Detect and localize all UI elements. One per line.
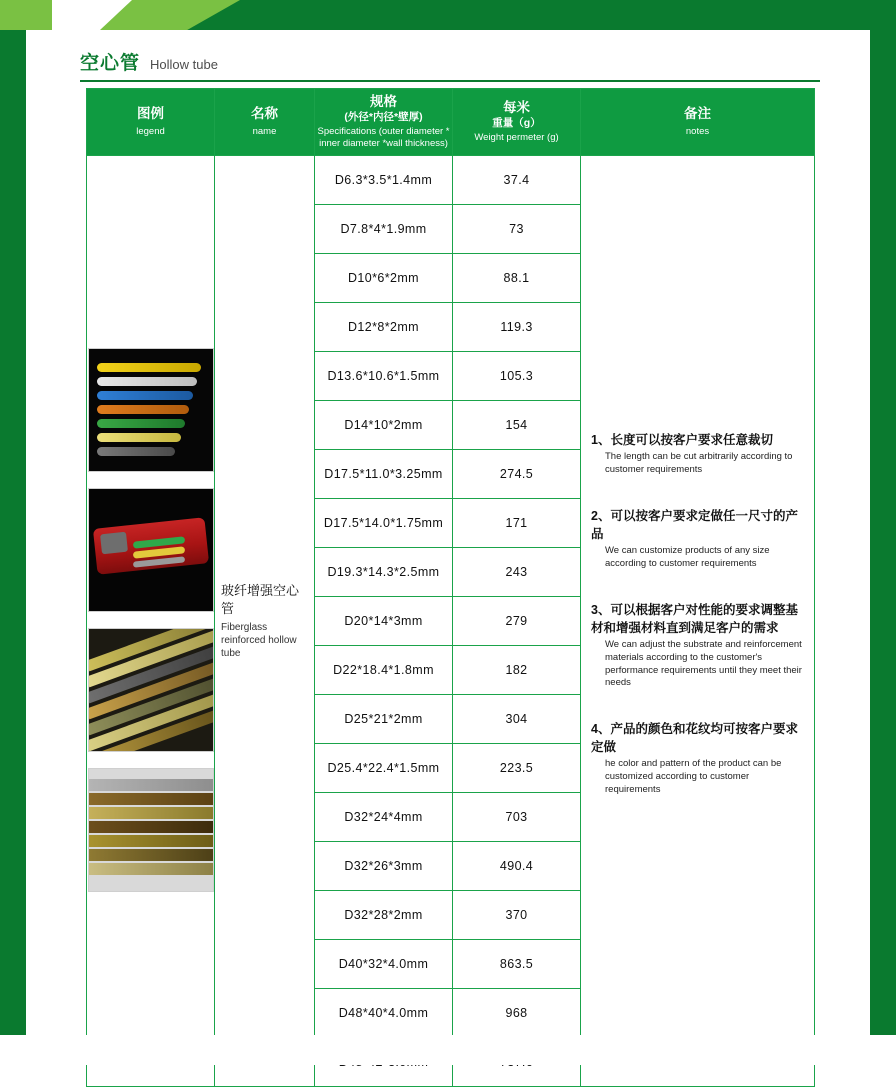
weight-value: 37.4: [453, 156, 581, 205]
note-en: We can adjust the substrate and reinforcement materials according to the customer's performance requirements until they meet their needs: [605, 638, 802, 689]
spec-value: D6.3*3.5*1.4mm: [315, 156, 453, 205]
note-cn: 3、可以根据客户对性能的要求调整基材和增强材料直到满足客户的需求: [591, 602, 798, 635]
spec-value: D32*28*2mm: [315, 891, 453, 940]
page-title-block: [80, 48, 820, 82]
col-header-spec-en: Specifications (outer diameter * inner diameter *wall thickness): [317, 126, 450, 150]
spec-value: D12*8*2mm: [315, 303, 453, 352]
spec-value: D19.3*14.3*2.5mm: [315, 548, 453, 597]
weight-value: 105.3: [453, 352, 581, 401]
col-header-weight-sub: 重量（g）: [492, 116, 541, 129]
weight-value: 182: [453, 646, 581, 695]
spec-table: [86, 88, 815, 1087]
product-name-cell: [215, 156, 315, 1087]
col-header-notes-cn: 备注: [684, 106, 711, 122]
weight-value: 243: [453, 548, 581, 597]
col-header-legend: [87, 89, 215, 156]
weight-value: 968: [453, 989, 581, 1038]
table-row: [87, 156, 815, 205]
title-divider: [80, 80, 820, 82]
note-cn: 2、可以按客户要求定做任一尺寸的产品: [591, 508, 798, 541]
spec-value: D13.6*10.6*1.5mm: [315, 352, 453, 401]
weight-value: 223.5: [453, 744, 581, 793]
weight-value: 279: [453, 597, 581, 646]
page-title: [80, 48, 820, 75]
bottom-white-strip: [0, 1035, 896, 1065]
spec-value: D25.4*22.4*1.5mm: [315, 744, 453, 793]
right-green-rail: [870, 30, 896, 1035]
col-header-name-cn: 名称: [251, 106, 278, 122]
col-header-legend-en: legend: [136, 126, 165, 137]
spec-value: D32*24*4mm: [315, 793, 453, 842]
weight-value: 88.1: [453, 254, 581, 303]
col-header-spec: [315, 89, 453, 156]
table-header-row: [87, 89, 815, 156]
weight-value: 73: [453, 205, 581, 254]
spec-value: D10*6*2mm: [315, 254, 453, 303]
spec-value: D25*21*2mm: [315, 695, 453, 744]
weight-value: 274.5: [453, 450, 581, 499]
note-en: We can customize products of any size according to customer requirements: [605, 545, 770, 569]
page-title-en: Hollow tube: [150, 57, 218, 72]
col-header-notes-en: notes: [685, 126, 710, 137]
spec-value: D20*14*3mm: [315, 597, 453, 646]
spec-value: D22*18.4*1.8mm: [315, 646, 453, 695]
spec-value: D48*40*4.0mm: [315, 989, 453, 1038]
note-en: he color and pattern of the product can be customized according to customer requirements: [605, 758, 782, 796]
weight-value: 370: [453, 891, 581, 940]
col-header-weight-en: Weight permeter (g): [474, 132, 559, 144]
col-header-legend-cn: 图例: [137, 106, 164, 122]
note-en: The length can be cut arbitrarily according to customer requirements: [605, 451, 793, 476]
page-title-cn: 空心管: [80, 53, 141, 74]
spec-value: D32*26*3mm: [315, 842, 453, 891]
note-item: [591, 507, 806, 571]
weight-value: 863.5: [453, 940, 581, 989]
col-header-weight: [453, 89, 581, 156]
legend-photo-colored-tubes: [88, 348, 214, 472]
legend-photo-wood-grain-planks: [88, 768, 214, 892]
spec-value: D40*32*4.0mm: [315, 940, 453, 989]
spec-value: D17.5*11.0*3.25mm: [315, 450, 453, 499]
col-header-name: [215, 89, 315, 156]
legend-photo-patterned-rods: [88, 628, 214, 752]
weight-value: 119.3: [453, 303, 581, 352]
left-green-rail: [0, 30, 26, 1035]
note-cn: 1、长度可以按客户要求任意裁切: [591, 433, 773, 448]
product-name-cn: 玻纤增强空心管: [221, 583, 300, 616]
weight-value: 703: [453, 793, 581, 842]
col-header-spec-sub: (外径*内径*壁厚): [344, 110, 423, 123]
legend-photo-cell: [87, 156, 215, 1087]
weight-value: 304: [453, 695, 581, 744]
top-decorative-banner: [0, 0, 896, 30]
col-header-name-en: name: [252, 126, 277, 137]
product-name-en: Fiberglass reinforced hollow tube: [221, 621, 297, 659]
weight-value: 490.4: [453, 842, 581, 891]
col-header-weight-cn: 每米: [503, 99, 530, 115]
note-item: [591, 720, 806, 797]
col-header-spec-cn: 规格: [370, 93, 397, 109]
spec-table-body: [87, 156, 815, 1087]
note-item: [591, 601, 806, 691]
spec-table-wrapper: [86, 88, 814, 1087]
note-cn: 4、产品的颜色和花纹均可按客户要求定做: [591, 722, 798, 755]
spec-value: D14*10*2mm: [315, 401, 453, 450]
spec-value: D17.5*14.0*1.75mm: [315, 499, 453, 548]
legend-photo-stack: [87, 340, 214, 902]
legend-photo-red-cable: [88, 488, 214, 612]
notes-cell: [581, 156, 815, 1087]
weight-value: 171: [453, 499, 581, 548]
col-header-notes: [581, 89, 815, 156]
note-item: [591, 431, 806, 477]
spec-value: D7.8*4*1.9mm: [315, 205, 453, 254]
weight-value: 154: [453, 401, 581, 450]
